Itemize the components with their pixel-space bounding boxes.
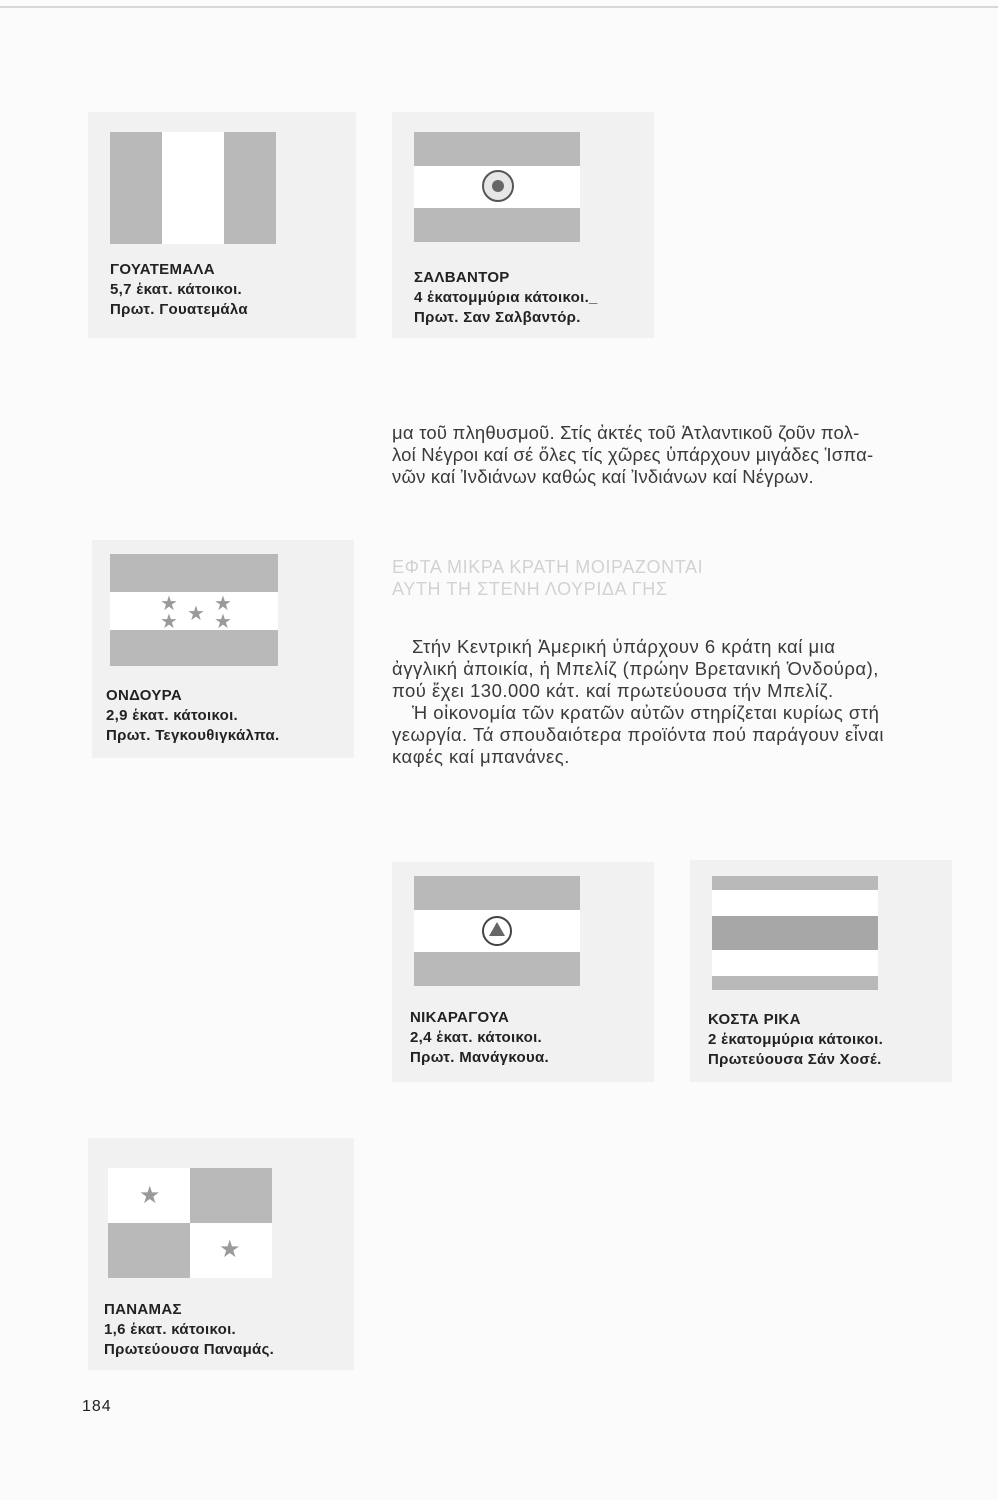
text-line: Ἡ οἰκονομία τῶν κρατῶν αὐτῶν στηρίζεται κυρίως στή (412, 702, 880, 723)
heading-line: ΑΥΤΗ ΤΗ ΣΤΕΝΗ ΛΟΥΡΙΔΑ ΓΗΣ (392, 579, 668, 599)
country-capital: Πρωτ. Τεγκουθιγκάλπα. (106, 727, 280, 744)
guatemala-flag (110, 132, 276, 244)
country-population: 2,4 ἑκατ. κάτοικοι. (410, 1029, 543, 1046)
country-capital: Πρωτ. Σαν Σαλβαντόρ. (414, 309, 581, 326)
costarica-caption (708, 1010, 883, 1070)
country-population: 4 ἑκατομμύρια κάτοικοι._ (414, 289, 598, 306)
panama-caption (104, 1300, 274, 1360)
guatemala-caption (110, 260, 248, 320)
costarica-flag (712, 876, 878, 990)
text-line: μα τοῦ πληθυσμοῦ. Στίς ἀκτές τοῦ Ἀτλαντικοῦ ζοῦν πολ- (392, 422, 860, 443)
panama-card (88, 1138, 354, 1370)
text-line: ἀγγλική ἀποικία, ἡ Μπελίζ (πρώην Βρετανική Ὁνδούρα), (392, 658, 879, 679)
guatemala-card (88, 112, 356, 338)
country-name: ΣΑΛΒΑΝΤΟΡ (414, 269, 510, 286)
panama-flag-top-right-quarter (190, 1168, 272, 1223)
country-population: 2,9 ἑκατ. κάτοικοι. (106, 707, 239, 724)
star-icon: ★ (214, 611, 232, 633)
honduras-caption (106, 686, 279, 746)
elsalvador-flag (414, 132, 580, 242)
country-population: 5,7 ἑκατ. κάτοικοι. (110, 281, 243, 298)
coat-of-arms-icon (482, 170, 514, 202)
elsalvador-caption (414, 268, 598, 328)
text-line: Στήν Κεντρική Ἀμερική ὑπάρχουν 6 κράτη καί μια (412, 636, 836, 657)
country-name: ΓΟΥΑΤΕΜΑΛΑ (110, 261, 215, 278)
costarica-flag-top-stripe (712, 876, 878, 890)
star-icon: ★ (187, 603, 205, 625)
page-top-rule (0, 6, 998, 8)
country-capital: Πρωτ. Γουατεμάλα (110, 301, 248, 318)
text-line: λοί Νέγροι καί σέ ὅλες τίς χῶρες ὑπάρχουν μιγάδες Ἱσπα- (392, 444, 874, 465)
heading-line: ΕΦΤΑ ΜΙΚΡΑ ΚΡΑΤΗ ΜΟΙΡΑΖΟΝΤΑΙ (392, 557, 704, 577)
nicaragua-flag-top-band (414, 876, 580, 910)
honduras-flag-bottom-band (110, 630, 278, 666)
country-population: 2 ἑκατομμύρια κάτοικοι. (708, 1031, 884, 1048)
intro-paragraph (392, 422, 873, 488)
costarica-flag-bottom-stripe (712, 976, 878, 990)
nicaragua-caption (410, 1008, 549, 1068)
star-icon: ★ (160, 593, 178, 615)
nicaragua-card (392, 862, 654, 1082)
triangle-emblem-icon (482, 916, 512, 946)
star-icon: ★ (160, 611, 178, 633)
text-line: πού ἔχει 130.000 κάτ. καί πρωτεύουσα τήν Μπελίζ. (392, 680, 834, 701)
elsalvador-flag-top-band (414, 132, 580, 166)
honduras-flag (110, 554, 278, 666)
guatemala-flag-right-band (224, 132, 276, 244)
panama-flag (108, 1168, 272, 1278)
text-line: καφές καί μπανάνες. (392, 746, 570, 767)
costarica-flag-center-band (712, 916, 878, 950)
nicaragua-flag (414, 876, 580, 986)
costarica-card (690, 860, 952, 1082)
honduras-card (92, 540, 354, 758)
panama-flag-bottom-left-quarter (108, 1223, 190, 1278)
text-line: γεωργία. Τά σπουδαιότερα προϊόντα πού παράγουν εἶναι (392, 724, 884, 745)
country-name: ΟΝΔΟΥΡΑ (106, 687, 182, 704)
country-population: 1,6 ἑκατ. κάτοικοι. (104, 1321, 237, 1338)
text-line: νῶν καί Ἰνδιάνων καθώς καί Ἰνδιάνων καί Νέγρων. (392, 466, 814, 487)
country-capital: Πρωτ. Μανάγκουα. (410, 1049, 549, 1066)
honduras-flag-top-band (110, 554, 278, 592)
nicaragua-flag-bottom-band (414, 952, 580, 986)
star-icon: ★ (219, 1236, 241, 1263)
elsalvador-flag-bottom-band (414, 208, 580, 242)
page-number: 184 (82, 1398, 112, 1415)
country-name: ΚΟΣΤΑ ΡΙΚΑ (708, 1011, 801, 1028)
country-capital: Πρωτεύουσα Σάν Χοσέ. (708, 1051, 882, 1068)
country-name: ΝΙΚΑΡΑΓΟΥΑ (410, 1009, 510, 1026)
star-icon: ★ (214, 593, 232, 615)
section-heading (392, 556, 703, 600)
country-name: ΠΑΝΑΜΑΣ (104, 1301, 182, 1318)
body-paragraph (392, 636, 884, 768)
guatemala-flag-left-band (110, 132, 162, 244)
country-capital: Πρωτεύουσα Παναμάς. (104, 1341, 275, 1358)
elsalvador-card (392, 112, 654, 338)
star-icon: ★ (139, 1182, 161, 1209)
